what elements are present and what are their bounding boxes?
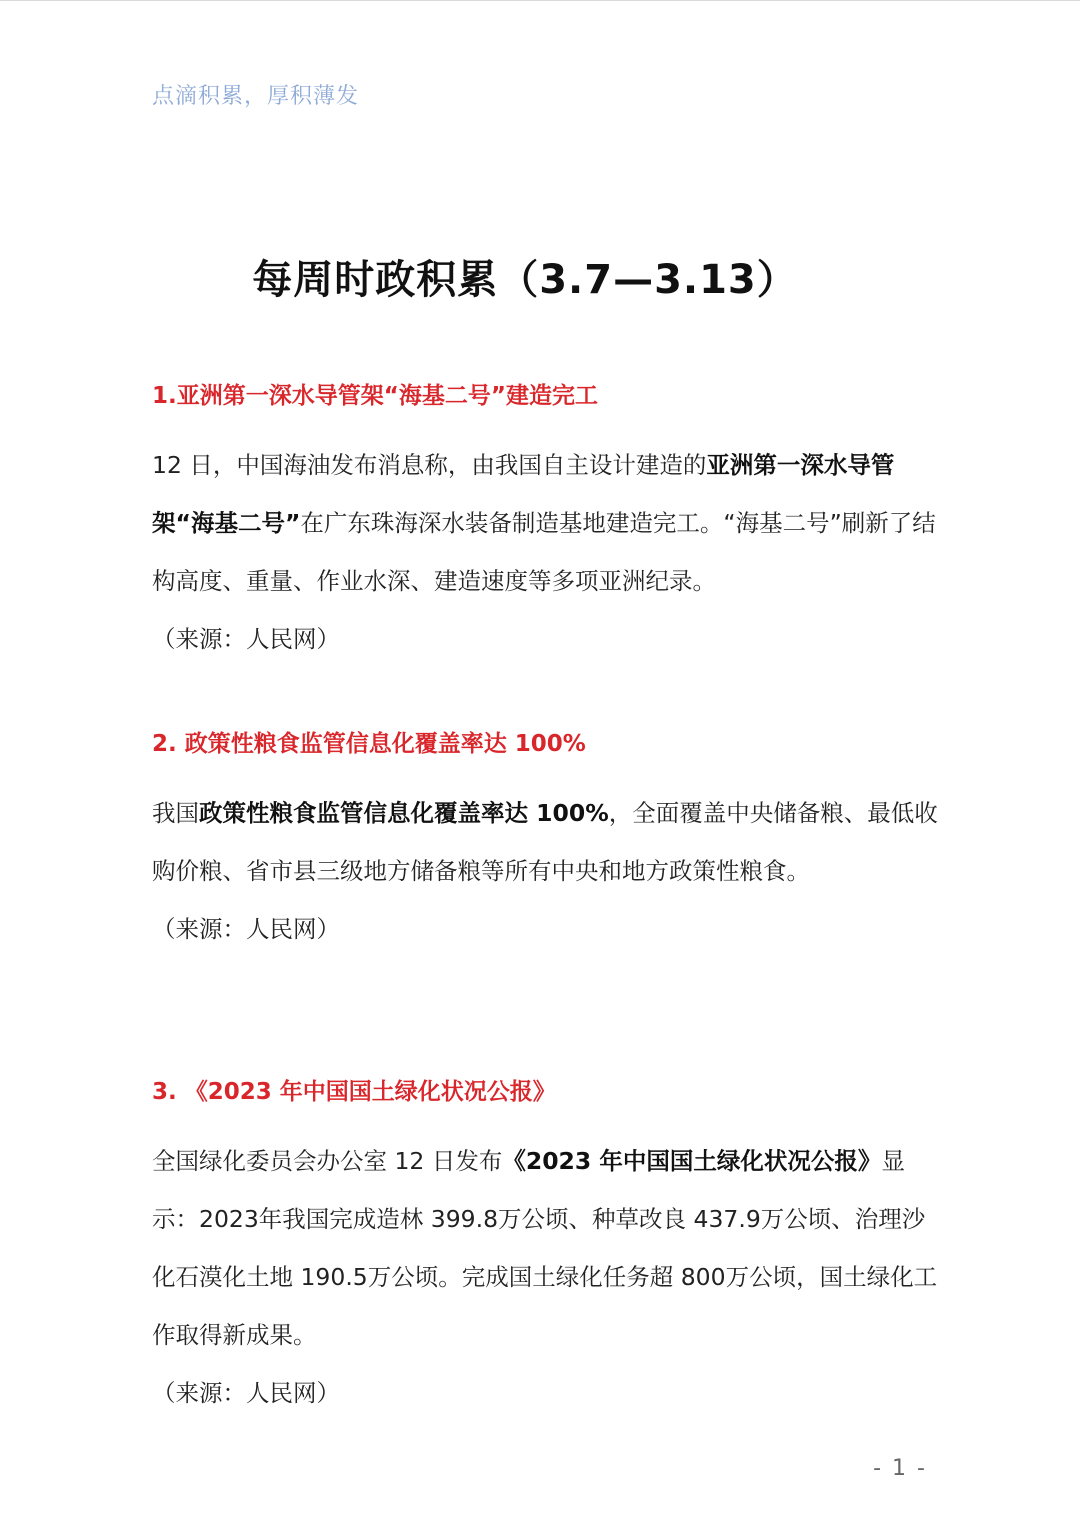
article-heading: 1.亚洲第一深水导管架“海基二号”建造完工 <box>152 383 598 409</box>
article-body-text: 在广东珠海深水装备制造基地建造完工。“海基二号”刷新了结构高度、重量、作业水深、建造速度等多项亚洲纪录。 <box>152 509 936 595</box>
article-body-emphasis: 政策性粮食监管信息化覆盖率达 100% <box>199 799 609 827</box>
article-source: （来源：人民网） <box>152 915 340 943</box>
article-body-emphasis: 《2023 年中国国土绿化状况公报》 <box>502 1147 882 1175</box>
article-2 <box>152 726 942 958</box>
article-body <box>152 784 942 900</box>
article-heading: 2. 政策性粮食监管信息化覆盖率达 100% <box>152 731 586 757</box>
page-number: - 1 - <box>873 1456 927 1481</box>
article-body-text: ，全面覆盖中央储备粮、最低收购价粮、省市县三级地方储备粮等所有中央和地方政策性粮食。 <box>152 799 938 885</box>
page-title: 每周时政积累（3.7—3.13） <box>252 257 798 303</box>
article-body-emphasis: 亚洲第一深水导管架“海基二号” <box>152 451 895 537</box>
article-1 <box>152 378 942 668</box>
article-body-text: 12 日，中国海油发布消息称，由我国自主设计建造的 <box>152 451 707 479</box>
article-heading: 3. 《2023 年中国国土绿化状况公报》 <box>152 1079 556 1105</box>
article-body-text: 我国 <box>152 799 199 827</box>
top-divider <box>0 0 1080 1</box>
article-body-text: 显示：2023年我国完成造林 399.8万公顷、种草改良 437.9万公顷、治理沙化石漠化土地 190.5万公顷。完成国土绿化任务超 800万公顷，国土绿化工作取得新成果。 <box>152 1147 938 1349</box>
header-motto: 点滴积累，厚积薄发 <box>152 84 360 109</box>
article-body <box>152 1132 942 1364</box>
article-body-text: 全国绿化委员会办公室 12 日发布 <box>152 1147 503 1175</box>
article-body <box>152 436 942 610</box>
article-source: （来源：人民网） <box>152 1379 340 1407</box>
article-source: （来源：人民网） <box>152 625 340 653</box>
article-3 <box>152 1074 942 1422</box>
